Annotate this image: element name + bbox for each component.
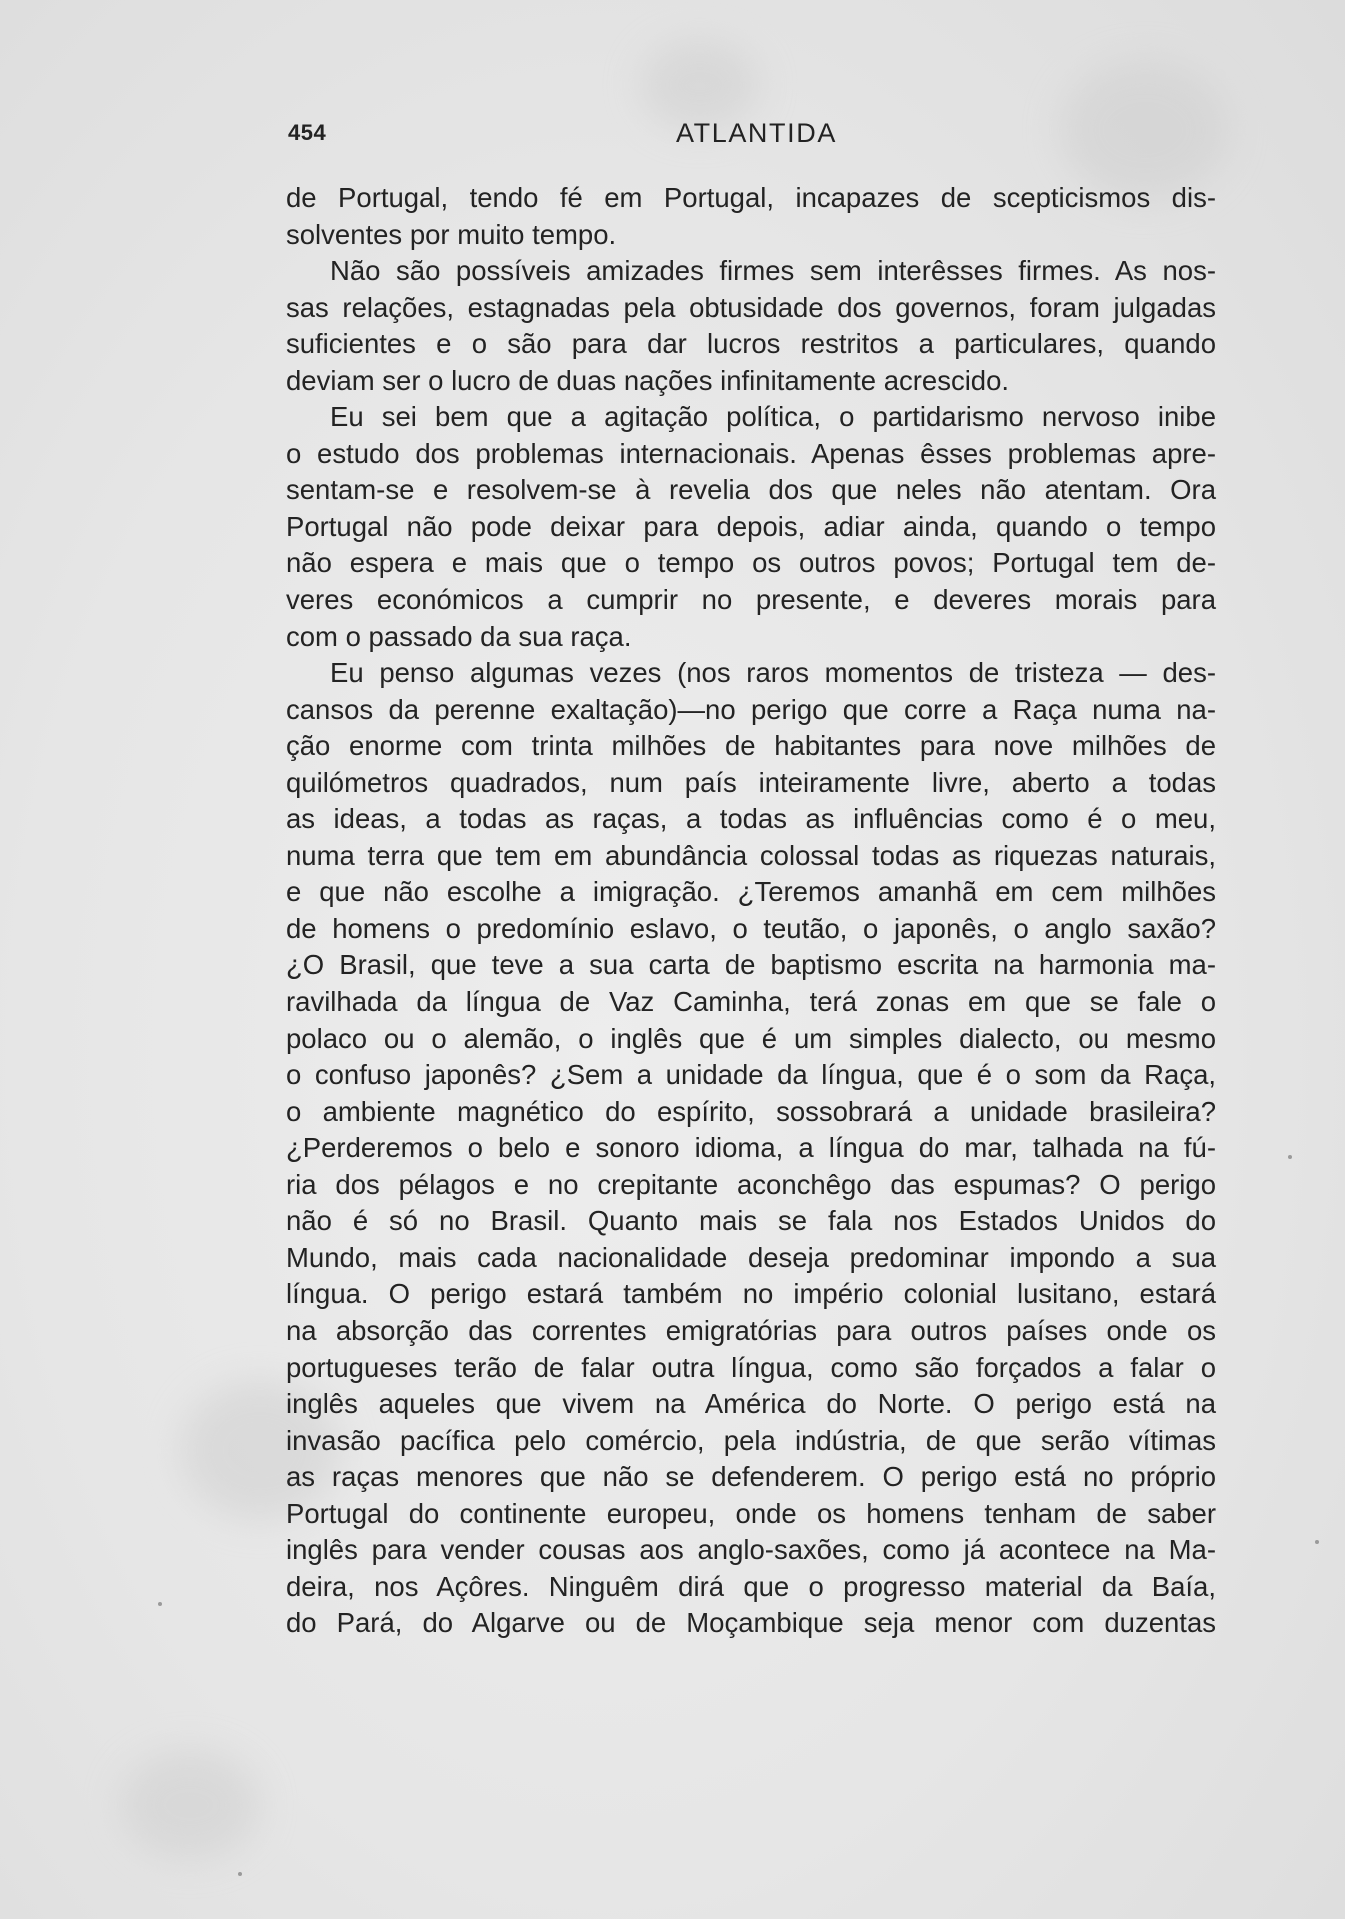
text-line: suficientes e o são para dar lucros restritos a particulares, quando (286, 328, 1216, 360)
page-speck (1288, 1155, 1292, 1159)
text-line: inglês para vender cousas aos anglo-saxões, como já acontece na Ma- (286, 1534, 1216, 1566)
text-line: de Portugal, tendo fé em Portugal, incapazes de scepticismos dis- (286, 182, 1216, 213)
text-line: não espera e mais que o tempo os outros povos; Portugal tem de- (286, 547, 1216, 579)
text-line: ¿O Brasil, que teve a sua carta de baptismo escrita na harmonia ma- (286, 949, 1216, 981)
text-line: do Pará, do Algarve ou de Moçambique seja menor com duzentas (286, 1607, 1216, 1639)
text-line: Não são possíveis amizades firmes sem interêsses firmes. As nos- (330, 255, 1216, 287)
text-line: as raças menores que não se defenderem. O perigo está no próprio (286, 1461, 1216, 1493)
text-line: de homens o predomínio eslavo, o teutão, o japonês, o anglo saxão? (286, 912, 1216, 944)
text-line: cansos da perenne exaltação)—no perigo que corre a Raça numa na- (286, 693, 1216, 725)
text-line: sentam-se e resolvem-se à revelia dos que neles não atentam. Ora (286, 474, 1216, 506)
text-line: Mundo, mais cada nacionalidade deseja predominar impondo a sua (286, 1241, 1216, 1273)
text-line: portugueses terão de falar outra língua, como são forçados a falar o (286, 1351, 1216, 1383)
page-stain (640, 40, 760, 130)
text-line: o estudo dos problemas internacionais. Apenas êsses problemas apre- (286, 437, 1216, 469)
page-number: 454 (288, 120, 327, 145)
text-line: Portugal não pode deixar para depois, adiar ainda, quando o tempo (286, 510, 1216, 542)
text-line: ria dos pélagos e no crepitante aconchêgo das espumas? O perigo (286, 1168, 1216, 1200)
page-speck (238, 1872, 242, 1876)
text-line: língua. O perigo estará também no império colonial lusitano, estará (286, 1278, 1216, 1310)
page-stain (120, 1750, 260, 1860)
text-line: veres económicos a cumprir no presente, e deveres morais para (286, 584, 1216, 616)
text-line: quilómetros quadrados, num país inteiramente livre, aberto a todas (286, 766, 1216, 798)
text-line: sas relações, estagnadas pela obtusidade dos governos, foram julgadas (286, 291, 1216, 323)
text-line: Portugal do continente europeu, onde os homens tenham de saber (286, 1497, 1216, 1529)
text-line: ção enorme com trinta milhões de habitantes para nove milhões de (286, 730, 1216, 762)
text-line: deviam ser o lucro de duas nações infinitamente acrescido. (286, 364, 1010, 396)
running-head (288, 120, 1218, 150)
text-line: o ambiente magnético do espírito, sossobrará a unidade brasileira? (286, 1095, 1216, 1127)
text-line: polaco ou o alemão, o inglês que é um simples dialecto, ou mesmo (286, 1022, 1216, 1054)
text-line: deira, nos Açôres. Ninguêm dirá que o progresso material da Baía, (286, 1570, 1216, 1602)
page-speck (158, 1602, 162, 1606)
text-line: numa terra que tem em abundância colossal todas as riquezas naturais, (286, 839, 1216, 871)
text-line: na absorção das correntes emigratórias para outros países onde os (286, 1314, 1216, 1346)
text-line: não é só no Brasil. Quanto mais se fala nos Estados Unidos do (286, 1205, 1216, 1237)
text-line: ravilhada da língua de Vaz Caminha, terá zonas em que se fale o (286, 986, 1216, 1018)
text-line: ¿Perderemos o belo e sonoro idioma, a língua do mar, talhada na fú- (286, 1132, 1216, 1164)
text-line: inglês aqueles que vivem na América do Norte. O perigo está na (286, 1388, 1216, 1420)
text-line: o confuso japonês? ¿Sem a unidade da língua, que é o som da Raça, (286, 1059, 1216, 1091)
text-line: com o passado da sua raça. (286, 620, 632, 652)
journal-title: ATLANTIDA (676, 118, 837, 148)
text-line: Eu penso algumas vezes (nos raros momentos de tristeza — des- (330, 657, 1216, 689)
body-text (286, 180, 1216, 1642)
text-line: invasão pacífica pelo comércio, pela indústria, de que serão vítimas (286, 1424, 1216, 1456)
page-speck (1315, 1540, 1319, 1544)
text-line: solventes por muito tempo. (286, 218, 617, 250)
text-line: Eu sei bem que a agitação política, o partidarismo nervoso inibe (330, 401, 1216, 433)
text-line: as ideas, a todas as raças, a todas as influências como é o meu, (286, 803, 1216, 835)
text-line: e que não escolhe a imigração. ¿Teremos amanhã em cem milhões (286, 876, 1216, 908)
